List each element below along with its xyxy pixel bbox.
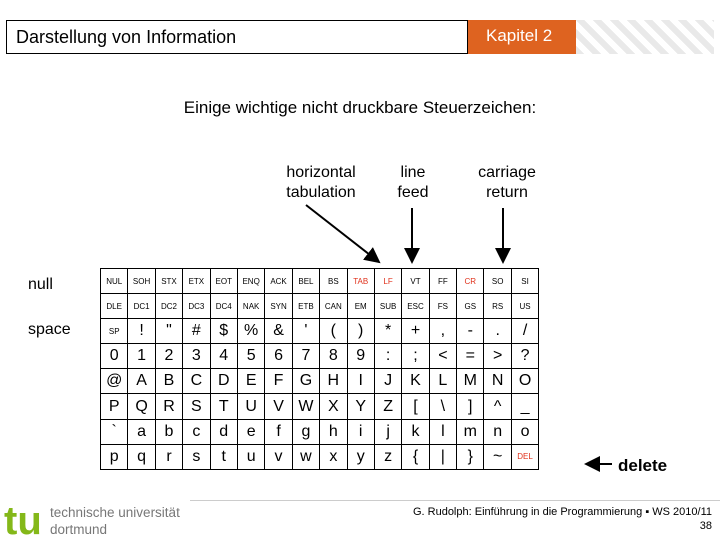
- ascii-cell: m: [457, 419, 484, 444]
- ascii-row: [101, 369, 539, 394]
- ascii-cell: /: [511, 319, 538, 344]
- ascii-table: [100, 268, 539, 470]
- ascii-cell: _: [511, 394, 538, 419]
- ascii-cell: T: [210, 394, 237, 419]
- ascii-cell: z: [374, 444, 401, 469]
- ascii-cell: K: [402, 369, 429, 394]
- ascii-cell: f: [265, 419, 292, 444]
- row-label-space: space: [28, 321, 71, 338]
- ascii-cell: SUB: [374, 294, 401, 319]
- ascii-cell: V: [265, 394, 292, 419]
- ascii-cell: SP: [101, 319, 128, 344]
- ascii-cell: DC2: [155, 294, 182, 319]
- ascii-cell: %: [237, 319, 264, 344]
- ascii-cell: SI: [511, 269, 538, 294]
- ascii-cell: !: [128, 319, 155, 344]
- ascii-cell: SOH: [128, 269, 155, 294]
- ascii-cell: <: [429, 344, 456, 369]
- ascii-cell: C: [183, 369, 210, 394]
- ascii-row: [101, 294, 539, 319]
- ascii-cell: O: [511, 369, 538, 394]
- ascii-cell: A: [128, 369, 155, 394]
- ascii-cell: ;: [402, 344, 429, 369]
- ascii-cell: ]: [457, 394, 484, 419]
- ascii-cell: h: [320, 419, 347, 444]
- ascii-cell: RS: [484, 294, 511, 319]
- ascii-cell: u: [237, 444, 264, 469]
- ascii-cell: i: [347, 419, 374, 444]
- ascii-cell: c: [183, 419, 210, 444]
- ascii-cell: 8: [320, 344, 347, 369]
- ascii-cell: q: [128, 444, 155, 469]
- ascii-cell: {: [402, 444, 429, 469]
- ascii-cell: U: [237, 394, 264, 419]
- ascii-cell: EOT: [210, 269, 237, 294]
- ascii-cell: P: [101, 394, 128, 419]
- ascii-cell: DC3: [183, 294, 210, 319]
- ascii-cell: -: [457, 319, 484, 344]
- ascii-cell: NUL: [101, 269, 128, 294]
- ascii-cell: &: [265, 319, 292, 344]
- ascii-cell: (: [320, 319, 347, 344]
- chapter-label: Kapitel 2: [486, 26, 553, 45]
- ascii-cell: FF: [429, 269, 456, 294]
- label-lf-line1: line: [400, 164, 426, 181]
- ascii-cell: e: [237, 419, 264, 444]
- ascii-cell: E: [237, 369, 264, 394]
- ascii-cell: FS: [429, 294, 456, 319]
- ascii-cell: 7: [292, 344, 319, 369]
- ascii-cell: I: [347, 369, 374, 394]
- ascii-cell: R: [155, 394, 182, 419]
- ascii-cell: H: [320, 369, 347, 394]
- row-label-delete: delete: [618, 456, 668, 475]
- label-lf-line2: feed: [397, 184, 429, 201]
- ascii-cell: W: [292, 394, 319, 419]
- ascii-cell: G: [292, 369, 319, 394]
- ascii-cell: F: [265, 369, 292, 394]
- ascii-cell: ,: [429, 319, 456, 344]
- ascii-cell: n: [484, 419, 511, 444]
- ascii-row: [101, 444, 539, 469]
- ascii-cell: TAB: [347, 269, 374, 294]
- ascii-cell: \: [429, 394, 456, 419]
- ascii-cell: SYN: [265, 294, 292, 319]
- ascii-cell: Z: [374, 394, 401, 419]
- ascii-cell: 6: [265, 344, 292, 369]
- footer-divider: [190, 500, 720, 501]
- ascii-cell: SO: [484, 269, 511, 294]
- ascii-cell: LF: [374, 269, 401, 294]
- label-cr-line2: return: [486, 184, 528, 201]
- ascii-cell: NAK: [237, 294, 264, 319]
- ascii-cell: y: [347, 444, 374, 469]
- label-tab-line2: tabulation: [286, 184, 356, 201]
- ascii-cell: L: [429, 369, 456, 394]
- ascii-cell: ): [347, 319, 374, 344]
- logo-line2: dortmund: [50, 522, 108, 537]
- ascii-cell: US: [511, 294, 538, 319]
- ascii-cell: 3: [183, 344, 210, 369]
- ascii-cell: B: [155, 369, 182, 394]
- ascii-cell: ": [155, 319, 182, 344]
- ascii-cell: r: [155, 444, 182, 469]
- ascii-cell: w: [292, 444, 319, 469]
- ascii-cell: ENQ: [237, 269, 264, 294]
- ascii-cell: ACK: [265, 269, 292, 294]
- ascii-row: [101, 319, 539, 344]
- ascii-cell: }: [457, 444, 484, 469]
- ascii-cell: X: [320, 394, 347, 419]
- footer-course-line: G. Rudolph: Einführung in die Programmierung ▪ WS 2010/11: [412, 506, 712, 518]
- ascii-cell: @: [101, 369, 128, 394]
- ascii-cell: ': [292, 319, 319, 344]
- ascii-cell: s: [183, 444, 210, 469]
- tu-dortmund-logo: [0, 498, 200, 540]
- footer-info: [413, 505, 712, 533]
- ascii-cell: ~: [484, 444, 511, 469]
- ascii-cell: ETX: [183, 269, 210, 294]
- ascii-cell: p: [101, 444, 128, 469]
- ascii-cell: N: [484, 369, 511, 394]
- ascii-cell: VT: [402, 269, 429, 294]
- ascii-cell: ?: [511, 344, 538, 369]
- ascii-cell: DC1: [128, 294, 155, 319]
- ascii-cell: [: [402, 394, 429, 419]
- ascii-cell: S: [183, 394, 210, 419]
- ascii-cell: 2: [155, 344, 182, 369]
- ascii-cell: M: [457, 369, 484, 394]
- row-label-null: null: [28, 276, 53, 293]
- ascii-cell: `: [101, 419, 128, 444]
- ascii-row: [101, 394, 539, 419]
- ascii-cell: >: [484, 344, 511, 369]
- ascii-cell: Y: [347, 394, 374, 419]
- footer-page-number: 38: [699, 520, 712, 532]
- ascii-cell: 9: [347, 344, 374, 369]
- ascii-cell: J: [374, 369, 401, 394]
- logo-line1: technische universität: [50, 505, 180, 520]
- ascii-cell: ETB: [292, 294, 319, 319]
- ascii-cell: g: [292, 419, 319, 444]
- ascii-cell: DC4: [210, 294, 237, 319]
- ascii-cell: v: [265, 444, 292, 469]
- ascii-cell: |: [429, 444, 456, 469]
- slide-title: Darstellung von Information: [16, 27, 237, 47]
- ascii-cell: :: [374, 344, 401, 369]
- ascii-cell: 5: [237, 344, 264, 369]
- ascii-cell: DEL: [511, 444, 538, 469]
- ascii-row: [101, 344, 539, 369]
- label-cr-line1: carriage: [478, 164, 536, 181]
- ascii-cell: 4: [210, 344, 237, 369]
- ascii-cell: k: [402, 419, 429, 444]
- ascii-cell: d: [210, 419, 237, 444]
- ascii-cell: EM: [347, 294, 374, 319]
- ascii-cell: t: [210, 444, 237, 469]
- ascii-cell: b: [155, 419, 182, 444]
- ascii-cell: BS: [320, 269, 347, 294]
- ascii-cell: GS: [457, 294, 484, 319]
- ascii-cell: D: [210, 369, 237, 394]
- ascii-cell: l: [429, 419, 456, 444]
- tu-logo-mark: [0, 498, 200, 540]
- logo-mark-text: tu: [4, 499, 42, 540]
- ascii-cell: o: [511, 419, 538, 444]
- ascii-cell: *: [374, 319, 401, 344]
- ascii-cell: .: [484, 319, 511, 344]
- ascii-cell: STX: [155, 269, 182, 294]
- ascii-row: [101, 419, 539, 444]
- ascii-cell: ESC: [402, 294, 429, 319]
- ascii-cell: ^: [484, 394, 511, 419]
- arrow-tab: [306, 205, 379, 262]
- slide-subtitle: Einige wichtige nicht druckbare Steuerzeichen:: [183, 98, 537, 117]
- ascii-cell: Q: [128, 394, 155, 419]
- ascii-cell: BEL: [292, 269, 319, 294]
- ascii-cell: #: [183, 319, 210, 344]
- ascii-cell: =: [457, 344, 484, 369]
- ascii-cell: 1: [128, 344, 155, 369]
- ascii-cell: DLE: [101, 294, 128, 319]
- ascii-cell: $: [210, 319, 237, 344]
- ascii-cell: x: [320, 444, 347, 469]
- ascii-cell: CAN: [320, 294, 347, 319]
- ascii-cell: CR: [457, 269, 484, 294]
- label-tab-line1: horizontal: [286, 164, 356, 181]
- ascii-cell: 0: [101, 344, 128, 369]
- ascii-cell: +: [402, 319, 429, 344]
- ascii-row: [101, 269, 539, 294]
- ascii-cell: a: [128, 419, 155, 444]
- ascii-cell: j: [374, 419, 401, 444]
